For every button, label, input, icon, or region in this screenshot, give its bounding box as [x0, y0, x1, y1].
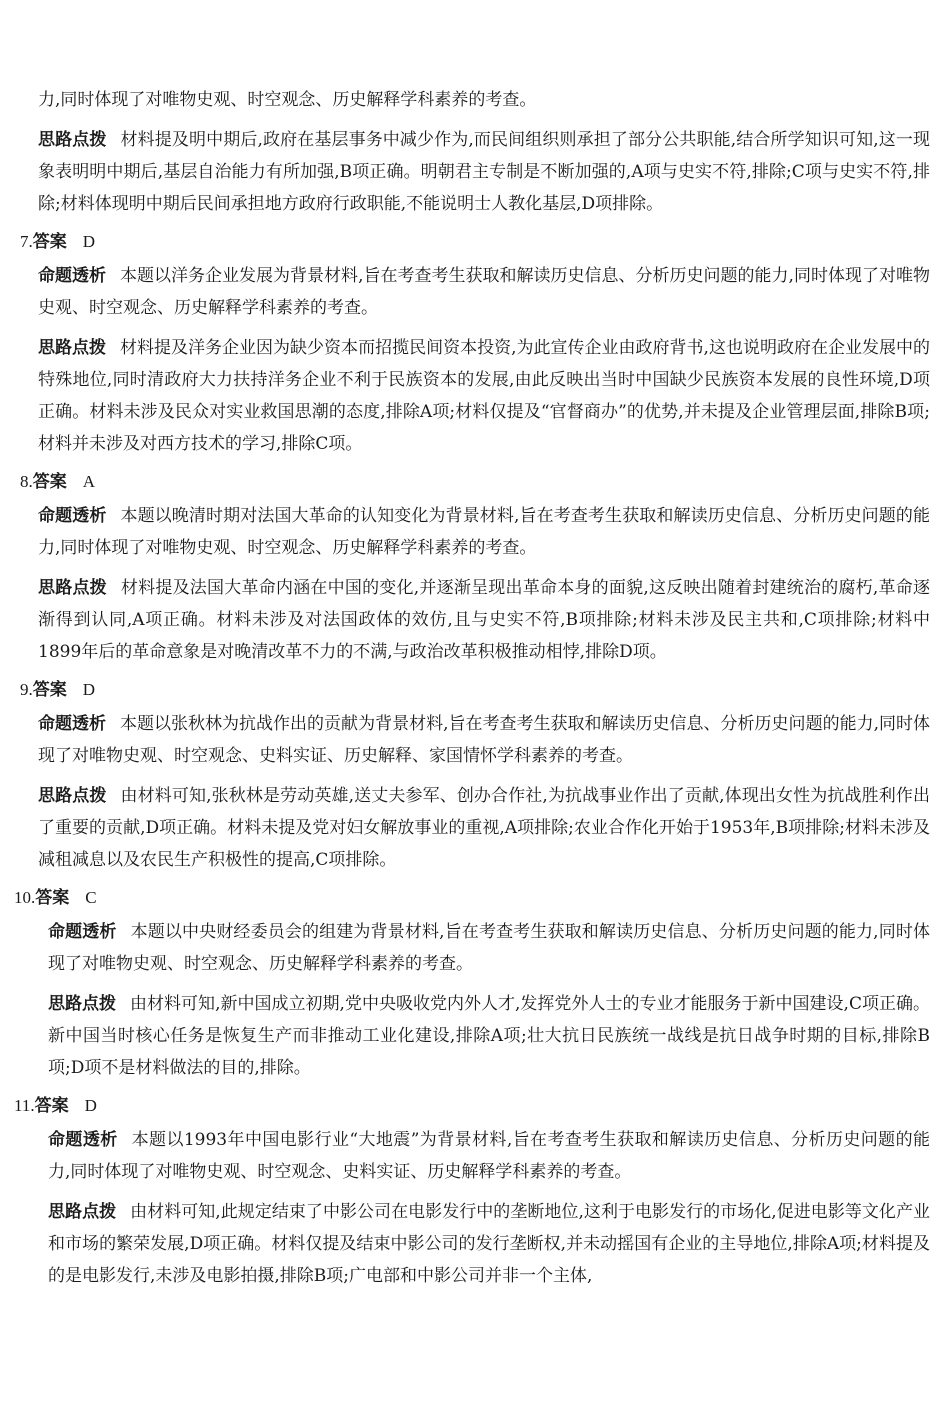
q6-hint-paragraph	[38, 124, 930, 220]
intent-text: 本题以张秋林为抗战作出的贡献为背景材料,旨在考查考生获取和解读历史信息、分析历史问题的能力,同时体现了对唯物史观、时空观念、史料实证、历史解释、家国情怀学科素养的考查。	[38, 714, 930, 766]
answer-label: 答案	[32, 232, 67, 252]
intent-paragraph	[38, 260, 930, 324]
intent-heading: 命题透析	[48, 922, 117, 942]
hint-heading: 思路点拨	[48, 1202, 117, 1222]
answer-letter: A	[82, 472, 96, 491]
question-number: 10.	[14, 888, 36, 907]
answer-line	[14, 882, 930, 914]
answer-line	[20, 674, 930, 706]
intent-paragraph	[38, 500, 930, 564]
question-block-7	[20, 226, 930, 460]
question-block-8	[20, 466, 931, 668]
answer-letter: C	[85, 888, 97, 907]
carryover-text: 力,同时体现了对唯物史观、时空观念、历史解释学科素养的考查。	[38, 90, 537, 110]
question-number: 8.	[20, 472, 33, 491]
hint-text: 材料提及法国大革命内涵在中国的变化,并逐渐呈现出革命本身的面貌,这反映出随着封建统治的腐朽,革命逐渐得到认同,A项正确。材料未涉及对法国政体的效仿,且与史实不符,B项排除;材料未涉及民主共和,C项排除;材料中1899年后的革命意象是对晚清改革不力的不满,与政治改革积极推动相悖,排除D项。	[38, 578, 930, 662]
hint-text: 由材料可知,此规定结束了中影公司在电影发行中的垄断地位,这利于电影发行的市场化,促进电影等文化产业和市场的繁荣发展,D项正确。材料仅提及结束中影公司的发行垄断权,并未动摇国有企业的主导地位,排除A项;材料提及的是电影发行,未涉及电影拍摄,排除B项;广电部和中影公司并非一个主体,	[48, 1202, 930, 1286]
answer-label: 答案	[32, 680, 67, 700]
answer-label: 答案	[34, 1096, 69, 1116]
hint-heading: 思路点拨	[38, 578, 107, 598]
question-number: 7.	[20, 232, 33, 251]
hint-text: 由材料可知,新中国成立初期,党中央吸收党内外人才,发挥党外人士的专业才能服务于新中国建设,C项正确。新中国当时核心任务是恢复生产而非推动工业化建设,排除A项;壮大抗日民族统一战线是抗日战争时期的目标,排除B项;D项不是材料做法的目的,排除。	[48, 994, 930, 1078]
hint-heading: 思路点拨	[38, 786, 107, 806]
hint-text: 材料提及洋务企业因为缺少资本而招揽民间资本投资,为此宣传企业由政府背书,这也说明政府在企业发展中的特殊地位,同时清政府大力扶持洋务企业不利于民族资本的发展,由此反映出当时中国缺少民族资本发展的良性环境,D项正确。材料未涉及民众对实业救国思潮的态度,排除A项;材料仅提及“官督商办”的优势,并未提及企业管理层面,排除B项;材料并未涉及对西方技术的学习,排除C项。	[38, 338, 930, 454]
answer-line	[14, 1090, 930, 1122]
hint-paragraph	[38, 332, 930, 460]
intent-paragraph	[38, 916, 930, 980]
question-number: 11.	[14, 1096, 35, 1115]
intent-paragraph	[38, 708, 930, 772]
intent-text: 本题以洋务企业发展为背景材料,旨在考查考生获取和解读历史信息、分析历史问题的能力,同时体现了对唯物史观、时空观念、历史解释学科素养的考查。	[38, 266, 930, 318]
answer-letter: D	[84, 1096, 97, 1115]
answer-line	[20, 226, 930, 258]
question-block-9	[20, 674, 930, 876]
hint-heading: 思路点拨	[38, 338, 107, 358]
intent-heading: 命题透析	[38, 506, 107, 526]
hint-text: 由材料可知,张秋林是劳动英雄,送丈夫参军、创办合作社,为抗战事业作出了贡献,体现出女性为抗战胜利作出了重要的贡献,D项正确。材料未提及党对妇女解放事业的重视,A项排除;农业合作化开始于1953年,B项排除;材料未涉及减租减息以及农民生产积极性的提高,C项排除。	[38, 786, 930, 870]
answer-line	[20, 466, 930, 498]
intent-heading: 命题透析	[38, 714, 107, 734]
hint-heading: 思路点拨	[38, 130, 107, 150]
hint-heading: 思路点拨	[48, 994, 117, 1014]
question-number: 9.	[20, 680, 33, 699]
question-block-10	[14, 882, 931, 1084]
question-block-11	[14, 1090, 930, 1292]
answer-letter: D	[82, 232, 96, 251]
intent-text: 本题以1993年中国电影行业“大地震”为背景材料,旨在考查考生获取和解读历史信息、分析历史问题的能力,同时体现了对唯物史观、时空观念、史料实证、历史解释学科素养的考查。	[48, 1130, 930, 1182]
intent-text: 本题以晚清时期对法国大革命的认知变化为背景材料,旨在考查考生获取和解读历史信息、分析历史问题的能力,同时体现了对唯物史观、时空观念、历史解释学科素养的考查。	[38, 506, 931, 558]
intent-heading: 命题透析	[38, 266, 107, 286]
intent-heading: 命题透析	[48, 1130, 118, 1150]
hint-text: 材料提及明中期后,政府在基层事务中减少作为,而民间组织则承担了部分公共职能,结合所学知识可知,这一现象表明明中期后,基层自治能力有所加强,B项正确。明朝君主专制是不断加强的,A项与史实不符,排除;C项与史实不符,排除;材料体现明中期后民间承担地方政府行政职能,不能说明士人教化基层,D项排除。	[38, 130, 930, 214]
hint-paragraph	[38, 988, 930, 1084]
answer-label: 答案	[32, 472, 67, 492]
hint-paragraph	[38, 780, 930, 876]
answer-letter: D	[82, 680, 96, 699]
hint-paragraph	[38, 572, 930, 668]
hint-paragraph	[38, 1196, 930, 1292]
intent-paragraph	[38, 1124, 930, 1188]
intent-text: 本题以中央财经委员会的组建为背景材料,旨在考查考生获取和解读历史信息、分析历史问题的能力,同时体现了对唯物史观、时空观念、历史解释学科素养的考查。	[48, 922, 931, 974]
answer-label: 答案	[35, 888, 70, 908]
